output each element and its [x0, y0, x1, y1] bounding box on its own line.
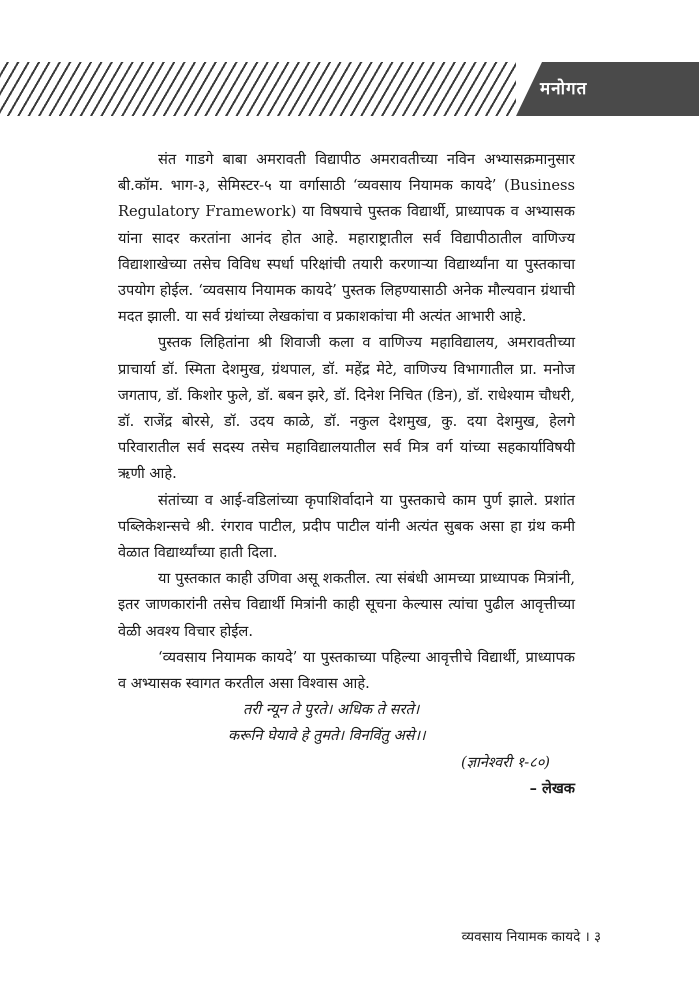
paragraph-1: संत गाडगे बाबा अमरावती विद्यापीठ अमरावतीच्या नविन अभ्यासक्रमानुसार बी.कॉम. भाग-३, सेमिस्टर-५ या वर्गासाठी ‘व्यवसाय नियामक कायदे’ (Business Regulatory Framework) या विषयाचे पुस्तक विद्यार्थी, प्राध्यापक व अभ्यासक यांना सादर करतांना आनंद होत आहे. महाराष्ट्रातील सर्व विद्यापीठातील वाणिज्य विद्याशाखेच्या तसेच विविध स्पर्धा परिक्षांची तयारी करणाऱ्या विद्यार्थ्यांना या पुस्तकाचा उपयोग होईल. ‘व्यवसाय नियामक कायदे’ पुस्तक लिहण्यासाठी अनेक मौल्यवान ग्रंथाची मदत झाली. या सर्व ग्रंथांच्या लेखकांचा व प्रकाशकांचा मी अत्यंत आभारी आहे. [118, 151, 575, 326]
page-title: मनोगत [540, 79, 588, 99]
paragraph-2: पुस्तक लिहितांना श्री शिवाजी कला व वाणिज्य महाविद्यालय, अमरावतीच्या प्राचार्या डॉ. स्मिता देशमुख, ग्रंथपाल, डॉ. महेंद्र मेटे, वाणिज्य विभागातील प्रा. मनोज जगताप, डॉ. किशोर फुले, डॉ. बबन झरे, डॉ. दिनेश निचित (डिन), डॉ. राधेश्याम चौधरी, डॉ. राजेंद्र बोरसे, डॉ. उदय काळे, डॉ. नकुल देशमुख, कु. दया देशमुख, हेलगे परिवारातील सर्व सदस्य तसेच महाविद्यालयातील सर्व मित्र वर्ग यांच्या सहकार्याविषयी ऋणी आहे. [118, 334, 575, 483]
verse-line-2: करूनि घेयावे हे तुमते। विनविंतु असे।। [228, 727, 426, 745]
verse-source: (ज्ञानेश्वरी १-८०) [460, 753, 550, 771]
verse-line-1: तरी न्यून ते पुरते। अधिक ते सरते। [243, 701, 420, 719]
foreword-body [118, 147, 575, 802]
paragraph-3: संतांच्या व आई-वडिलांच्या कृपाशिर्वादाने या पुस्तकाचे काम पुर्ण झाले. प्रशांत पब्लिकेशन्सचे श्री. रंगराव पाटील, प्रदीप पाटील यांनी अत्यंत सुबक असा हा ग्रंथ कमी वेळात विद्यार्थ्यांच्या हाती दिला. [118, 491, 575, 562]
author-signoff: – लेखक [529, 779, 575, 797]
page-footer: व्यवसाय नियामक कायदे । ३ [461, 929, 601, 945]
header-hatch-band [0, 62, 516, 116]
paragraph-4: या पुस्तकात काही उणिवा असू शकतील. त्या संबंधी आमच्या प्राध्यापक मित्रांनी, इतर जाणकारांनी तसेच विद्यार्थी मित्रांनी काही सूचना केल्यास त्यांचा पुढील आवृत्तीच्या वेळी अवश्य विचार होईल. [118, 570, 575, 640]
paragraph-5: ‘व्यवसाय नियामक कायदे’ या पुस्तकाच्या पहिल्या आवृत्तीचे विद्यार्थी, प्राध्यापक व अभ्यासक स्वागत करतील असा विश्वास आहे. [118, 648, 575, 693]
